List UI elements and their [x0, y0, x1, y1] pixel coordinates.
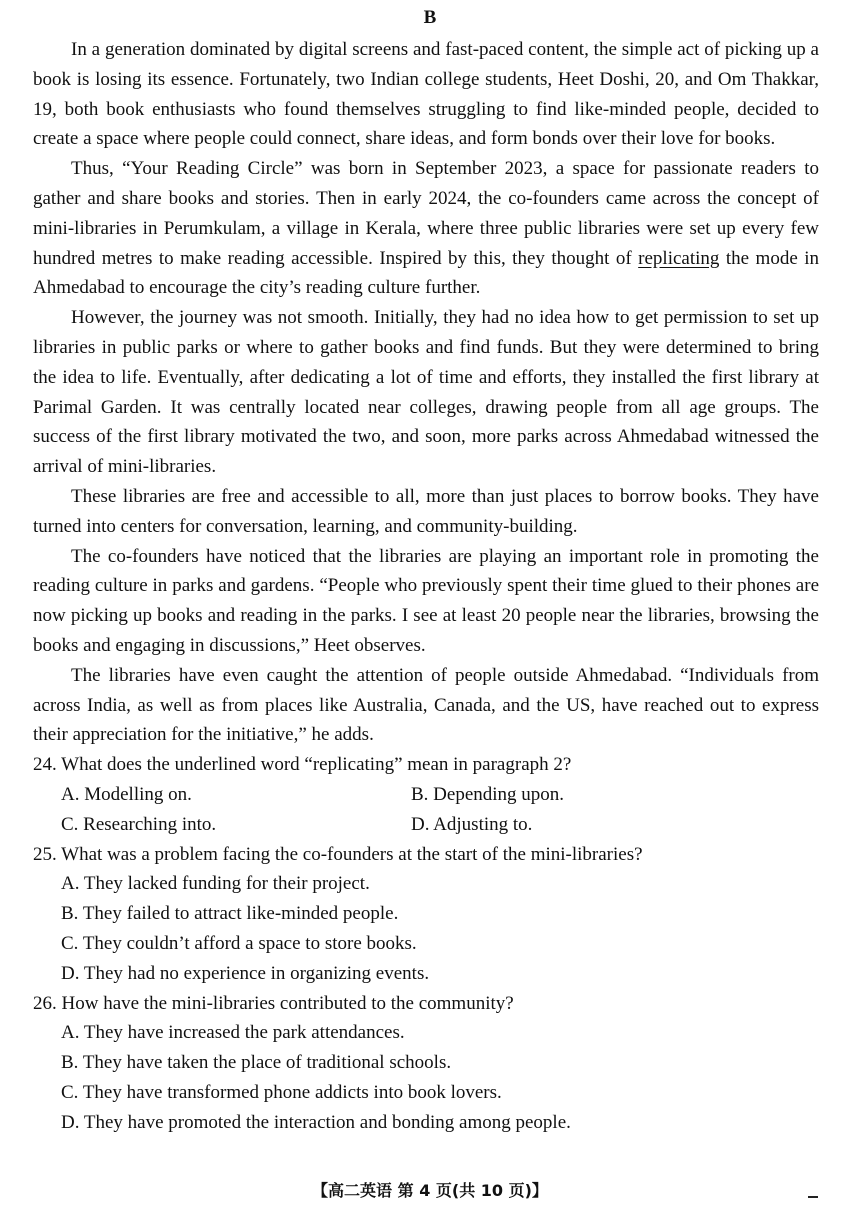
question-25-option-d: D. They had no experience in organizing events. — [61, 962, 430, 984]
question-26-option-c: C. They have transformed phone addicts into book lovers. — [61, 1081, 502, 1103]
passage-paragraph-6: The libraries have even caught the attention of people outside Ahmedabad. “Individuals from across India, as well as from places like Australia, Canada, and the US, have reached out to express their appreciation for the initiative,” he adds. — [33, 664, 819, 746]
corner-mark — [808, 1196, 818, 1198]
question-25-option-a: A. They lacked funding for their project. — [61, 873, 370, 895]
reading-passage-and-questions — [33, 35, 819, 1137]
passage-paragraph-1: In a generation dominated by digital screens and fast-paced content, the simple act of picking up a book is losing its essence. Fortunately, two Indian college students, Heet Doshi, 20, and Om Thakkar, 19, both book enthusiasts who found themselves struggling to find like-minded people, decided to create a space where people could connect, share ideas, and form bonds over their love for books. — [33, 39, 819, 150]
passage-paragraph-2 — [33, 154, 819, 303]
question-24-option-d: D. Adjusting to. — [411, 813, 533, 835]
passage-paragraph-5: The co-founders have noticed that the libraries are playing an important role in promoting the reading culture in parks and gardens. “People who previously spent their time glued to their phones are now picking up books and reading in the parks. I see at least 20 people near the libraries, browsing the books and engaging in discussions,” Heet observes. — [33, 545, 819, 656]
underlined-word: replicating — [638, 247, 720, 269]
page-footer: 【高二英语 第 4 页(共 10 页)】 — [312, 1181, 548, 1200]
question-26-option-a: A. They have increased the park attendances. — [61, 1022, 405, 1044]
question-25-option-c: C. They couldn’t afford a space to store books. — [61, 932, 417, 954]
question-24-option-a: A. Modelling on. — [61, 783, 192, 805]
question-24-options-row-1 — [33, 780, 819, 810]
question-24-options-row-2 — [33, 810, 819, 840]
question-25-stem: 25. What was a problem facing the co-founders at the start of the mini-libraries? — [33, 843, 643, 865]
question-26-stem: 26. How have the mini-libraries contributed to the community? — [33, 992, 514, 1014]
passage-paragraph-4: These libraries are free and accessible to all, more than just places to borrow books. They have turned into centers for conversation, learning, and community-building. — [33, 485, 819, 537]
question-24-option-b: B. Depending upon. — [411, 783, 565, 805]
question-24-option-c: C. Researching into. — [61, 813, 217, 835]
question-26-option-d: D. They have promoted the interaction and bonding among people. — [61, 1111, 571, 1133]
passage-paragraph-3: However, the journey was not smooth. Initially, they had no idea how to get permission to set up libraries in public parks or where to gather books and find funds. But they were determined to bring the idea to life. Eventually, after dedicating a lot of time and efforts, they installed the first library at Parimal Garden. It was centrally located near colleges, drawing people from all age groups. The success of the first library motivated the two, and soon, more parks across Ahmedabad witnessed the arrival of mini-libraries. — [33, 307, 819, 478]
section-heading: B — [423, 7, 437, 28]
passage-paragraph-2-part-b: the mode in Ahmedabad to encourage the city’s reading culture further. — [33, 247, 820, 299]
question-25-option-b: B. They failed to attract like-minded people. — [61, 903, 399, 925]
question-26-option-b: B. They have taken the place of traditional schools. — [61, 1052, 452, 1074]
question-24-stem: 24. What does the underlined word “replicating” mean in paragraph 2? — [33, 754, 572, 776]
passage-paragraph-2-part-a: Thus, “Your Reading Circle” was born in September 2023, a space for passionate readers to gather and share books and stories. Then in early 2024, the co-founders came across the concept of mini-libraries in Perumkulam, a village in Kerala, where three public libraries were set up every few hundred metres to make reading accessible. Inspired by this, they thought of — [33, 158, 819, 269]
